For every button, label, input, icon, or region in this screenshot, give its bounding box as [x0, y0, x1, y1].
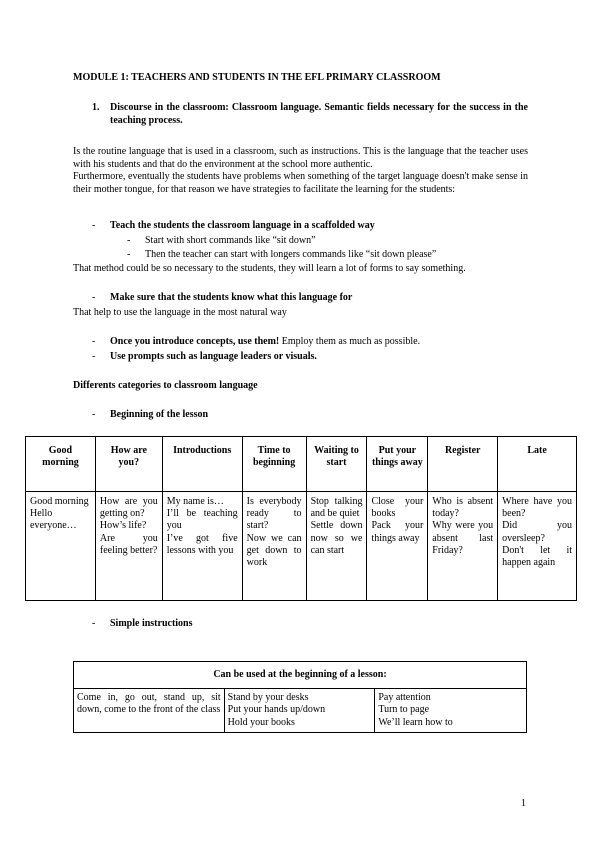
- strategy-4: [92, 351, 532, 362]
- table-cell: Is everybody ready to start? Now we can get down to work: [242, 492, 306, 601]
- section-heading: [92, 101, 528, 127]
- table-cell: Close your books Pack your things away: [367, 492, 428, 601]
- bullet-dash: -: [92, 292, 96, 303]
- table-header-cell: Good morning: [26, 437, 96, 492]
- page-number: 1: [521, 798, 526, 809]
- intro-paragraph-2: Furthermore, eventually the students have problems when something of the target language doesn't make sense in their mother tongue, for that reason we have strategies to facilitate the learning for the students:: [73, 171, 528, 195]
- table-header-cell: Can be used at the beginning of a lesson:: [74, 662, 527, 689]
- module-title: MODULE 1: TEACHERS AND STUDENTS IN THE EFL PRIMARY CLASSROOM: [73, 72, 441, 83]
- bullet-dash: -: [127, 235, 131, 246]
- table-header-row: [74, 662, 527, 689]
- table-cell: Good morning Hello everyone…: [26, 492, 96, 601]
- table-cell: My name is… I’ll be teaching you I’ve got five lessons with you: [162, 492, 242, 601]
- strategy-1: [92, 220, 532, 231]
- classroom-language-table: [25, 436, 577, 601]
- strategy-4-title: Use prompts such as language leaders or visuals.: [110, 351, 317, 362]
- beginning-heading: [92, 409, 532, 420]
- simple-instructions-heading: [92, 618, 532, 629]
- strategy-2-note: That help to use the language in the most natural way: [73, 307, 287, 318]
- table-row: [26, 492, 577, 601]
- categories-heading: Differents categories to classroom language: [73, 380, 258, 391]
- strategy-2: [92, 292, 532, 303]
- table-header-cell: Register: [428, 437, 498, 492]
- bullet-dash: -: [127, 249, 131, 260]
- strategy-2-title: Make sure that the students know what this language for: [110, 292, 353, 303]
- strategy-1-note: That method could be so necessary to the students, they will learn a lot of forms to say something.: [73, 263, 466, 274]
- table-header-cell: How are you?: [95, 437, 162, 492]
- strategy-1-sub-2-text: Then the teacher can start with longers commands like “sit down please”: [145, 249, 437, 260]
- strategy-3-title: Once you introduce concepts, use them!: [110, 336, 280, 347]
- simple-instructions-text: Simple instructions: [110, 618, 193, 629]
- section-title: Discourse in the classroom: Classroom language. Semantic fields necessary for the success in the teaching process.: [110, 102, 528, 126]
- strategy-1-sub-1: [127, 235, 527, 246]
- table-header-row: [26, 437, 577, 492]
- table-cell: Stand by your desks Put your hands up/down Hold your books: [224, 688, 375, 733]
- bullet-dash: -: [92, 409, 96, 420]
- bullet-dash: -: [92, 351, 96, 362]
- strategy-1-sub-2: [127, 249, 527, 260]
- table-header-cell: Late: [498, 437, 577, 492]
- strategy-3-rest: Employ them as much as possible.: [279, 336, 421, 347]
- strategy-1-sub-1-text: Start with short commands like “sit down”: [145, 235, 316, 246]
- intro-paragraph-1: Is the routine language that is used in a classroom, such as instructions. This is the language that the teacher uses with his students and that do the environment at the school more authentic.: [73, 146, 528, 170]
- beginning-heading-text: Beginning of the lesson: [110, 409, 209, 420]
- strategy-1-title: Teach the students the classroom language in a scaffolded way: [110, 220, 375, 231]
- table-header-cell: Time to beginning: [242, 437, 306, 492]
- bullet-dash: -: [92, 336, 96, 347]
- table-header-cell: Introductions: [162, 437, 242, 492]
- lesson-beginning-table: [73, 661, 527, 733]
- section-number: 1.: [92, 102, 100, 113]
- bullet-dash: -: [92, 220, 96, 231]
- table-cell: Come in, go out, stand up, sit down, come to the front of the class: [74, 688, 225, 733]
- table-cell: Stop talking and be quiet Settle down now so we can start: [306, 492, 367, 601]
- table-cell: How are you getting on? How’s life? Are you feeling better?: [95, 492, 162, 601]
- table-row: [74, 688, 527, 733]
- table-cell: Pay attention Turn to page We’ll learn how to: [375, 688, 527, 733]
- strategy-3: [92, 336, 532, 347]
- table-cell: Where have you been? Did you oversleep? Don't let it happen again: [498, 492, 577, 601]
- table-cell: Who is absent today? Why were you absent last Friday?: [428, 492, 498, 601]
- bullet-dash: -: [92, 618, 96, 629]
- table-header-cell: Waiting to start: [306, 437, 367, 492]
- table-header-cell: Put your things away: [367, 437, 428, 492]
